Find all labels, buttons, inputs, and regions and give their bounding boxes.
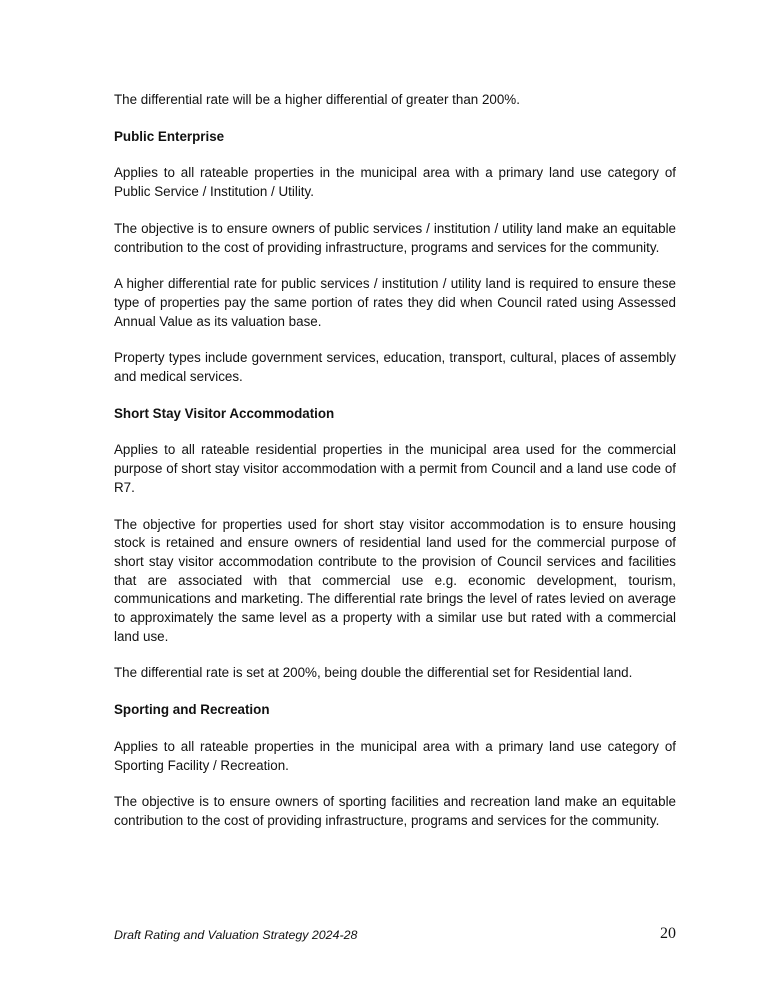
paragraph-sporting-objective: The objective is to ensure owners of sporting facilities and recreation land make an equitable contribution to the cost of providing infrastructure, programs and services for the community.	[114, 794, 676, 828]
paragraph-public-applies: Applies to all rateable properties in the municipal area with a primary land use category of Public Service / Institution / Utility.	[114, 165, 676, 200]
heading-public-enterprise: Public Enterprise	[114, 128, 225, 144]
footer-document-title: Draft Rating and Valuation Strategy 2024-28	[114, 928, 358, 942]
paragraph-sporting-applies: Applies to all rateable properties in the municipal area with a primary land use category of Sporting Facility / Recreation.	[114, 738, 676, 773]
paragraph-differential-greater-200: The differential rate will be a higher differential of greater than 200%.	[114, 92, 520, 107]
paragraph-public-higher-rate: A higher differential rate for public services / institution / utility land is required to ensure these type of properties pay the same portion of rates they did when Council rated using Assessed Annual Value as its valuation base.	[114, 276, 676, 329]
paragraph-public-objective: The objective is to ensure owners of public services / institution / utility land make an equitable contribution to the cost of providing infrastructure, programs and services for the community.	[114, 220, 676, 255]
paragraph-short-stay-applies: Applies to all rateable residential properties in the municipal area used for the commercial purpose of short stay visitor accommodation with a permit from Council and a land use code of R7.	[114, 442, 676, 495]
document-body	[114, 91, 676, 849]
paragraph-short-stay-objective: The objective for properties used for short stay visitor accommodation is to ensure housing stock is retained and ensure owners of residential land used for the commercial purpose of short stay visitor accommodation contribute to the provision of Council services and facilities that are associated with that commercial use e.g. economic development, tourism, communications and marketing. The differential rate brings the level of rates levied on average to approximately the same level as a property with a similar use but rated with a commercial land use.	[114, 516, 676, 644]
heading-sporting-recreation: Sporting and Recreation	[114, 702, 270, 718]
footer-page-number: 20	[660, 925, 676, 942]
heading-short-stay: Short Stay Visitor Accommodation	[114, 405, 335, 421]
paragraph-short-stay-rate: The differential rate is set at 200%, being double the differential set for Residential land.	[114, 665, 633, 681]
paragraph-public-property-types: Property types include government services, education, transport, cultural, places of assembly and medical services.	[114, 350, 676, 385]
